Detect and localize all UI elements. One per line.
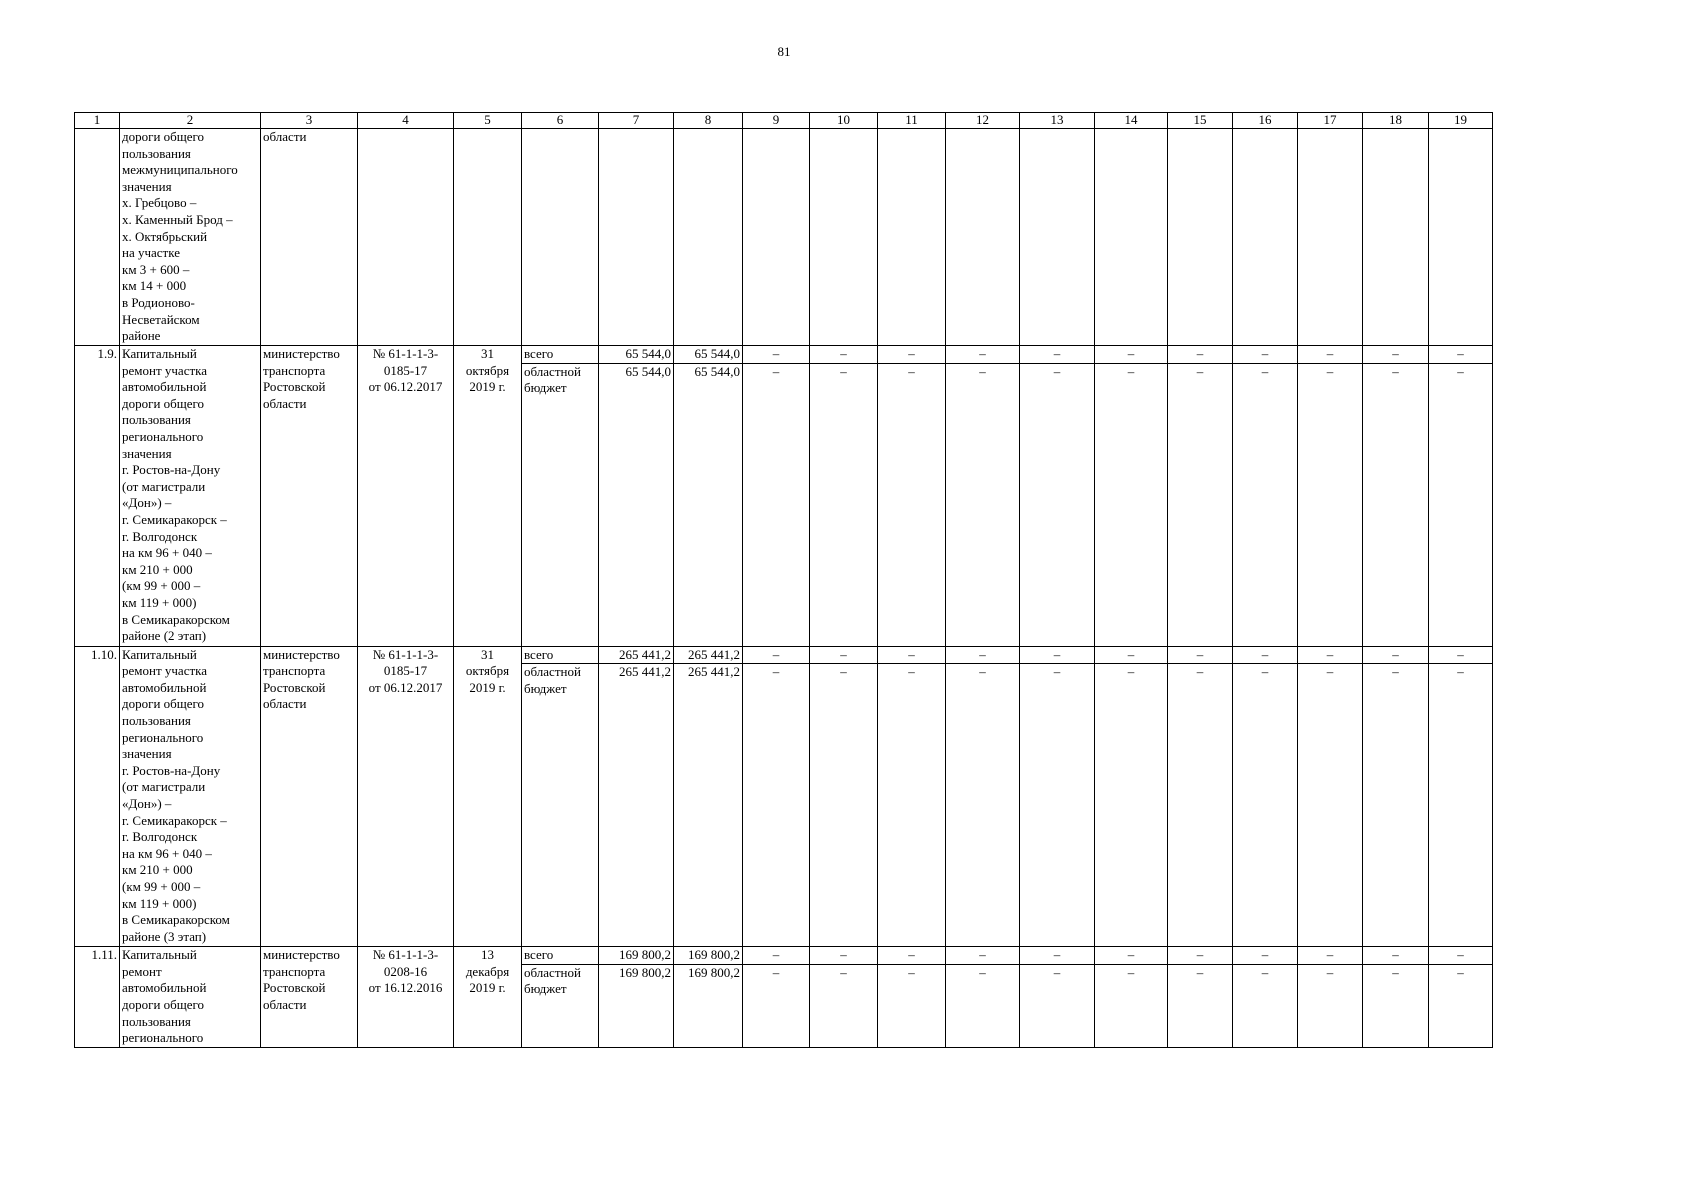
dash-cell: –	[1095, 947, 1168, 965]
item-name: Капитальный ремонт автомобильной дороги общего пользования регионального	[120, 947, 261, 1048]
cell-empty	[454, 129, 522, 346]
item-number: 1.9.	[75, 346, 120, 647]
funding-source: всего	[522, 646, 599, 664]
value-col8: 169 800,2	[674, 947, 743, 965]
funding-source: областной бюджет	[522, 363, 599, 646]
item-date: 13 декабря 2019 г.	[454, 947, 522, 1048]
dash-cell: –	[1095, 363, 1168, 646]
dash-cell: –	[1429, 346, 1493, 364]
continuation-row	[75, 129, 1493, 346]
dash-cell: –	[1020, 964, 1095, 1047]
dash-cell: –	[1095, 346, 1168, 364]
dash-cell: –	[810, 664, 878, 947]
cell-empty	[1233, 129, 1298, 346]
value-col8: 65 544,0	[674, 363, 743, 646]
cell-empty	[1020, 129, 1095, 346]
dash-cell: –	[1363, 964, 1429, 1047]
value-col8: 265 441,2	[674, 664, 743, 947]
item-document: № 61-1-1-3- 0185-17 от 06.12.2017	[358, 346, 454, 647]
cell-empty	[1429, 129, 1493, 346]
dash-cell: –	[946, 947, 1020, 965]
dash-cell: –	[878, 964, 946, 1047]
dash-cell: –	[1095, 664, 1168, 947]
dash-cell: –	[743, 346, 810, 364]
cell-empty	[878, 129, 946, 346]
cell-empty	[674, 129, 743, 346]
dash-cell: –	[878, 646, 946, 664]
data-table	[74, 112, 1493, 1048]
dash-cell: –	[810, 964, 878, 1047]
dash-cell: –	[1168, 346, 1233, 364]
column-header: 18	[1363, 113, 1429, 129]
column-header: 2	[120, 113, 261, 129]
dash-cell: –	[743, 947, 810, 965]
funding-source: всего	[522, 346, 599, 364]
dash-cell: –	[810, 947, 878, 965]
dash-cell: –	[810, 646, 878, 664]
dash-cell: –	[878, 947, 946, 965]
funding-source: всего	[522, 947, 599, 965]
dash-cell: –	[1020, 346, 1095, 364]
value-col7: 265 441,2	[599, 664, 674, 947]
column-header: 8	[674, 113, 743, 129]
cell-empty	[743, 129, 810, 346]
page-number: 81	[777, 44, 791, 59]
column-header: 15	[1168, 113, 1233, 129]
value-col8: 169 800,2	[674, 964, 743, 1047]
dash-cell: –	[946, 646, 1020, 664]
column-header: 11	[878, 113, 946, 129]
column-header: 7	[599, 113, 674, 129]
dash-cell: –	[743, 664, 810, 947]
column-header: 3	[261, 113, 358, 129]
dash-cell: –	[1168, 363, 1233, 646]
column-header: 19	[1429, 113, 1493, 129]
dash-cell: –	[1020, 947, 1095, 965]
column-header: 4	[358, 113, 454, 129]
cell-num	[75, 129, 120, 346]
dash-cell: –	[1168, 646, 1233, 664]
column-header: 6	[522, 113, 599, 129]
dash-cell: –	[1233, 664, 1298, 947]
dash-cell: –	[1095, 646, 1168, 664]
item-executor: министерство транспорта Ростовской области	[261, 646, 358, 947]
dash-cell: –	[1429, 664, 1493, 947]
funding-source: областной бюджет	[522, 964, 599, 1047]
table-row	[75, 346, 1493, 364]
dash-cell: –	[1020, 646, 1095, 664]
cell-empty	[1095, 129, 1168, 346]
item-document: № 61-1-1-3- 0208-16 от 16.12.2016	[358, 947, 454, 1048]
dash-cell: –	[1168, 947, 1233, 965]
dash-cell: –	[1298, 947, 1363, 965]
value-col7: 169 800,2	[599, 947, 674, 965]
dash-cell: –	[1233, 346, 1298, 364]
table-row	[75, 947, 1493, 965]
dash-cell: –	[1298, 346, 1363, 364]
dash-cell: –	[1363, 646, 1429, 664]
dash-cell: –	[878, 346, 946, 364]
column-header: 12	[946, 113, 1020, 129]
dash-cell: –	[1095, 964, 1168, 1047]
dash-cell: –	[1233, 947, 1298, 965]
cell-empty	[358, 129, 454, 346]
dash-cell: –	[810, 346, 878, 364]
dash-cell: –	[1168, 664, 1233, 947]
dash-cell: –	[1298, 664, 1363, 947]
header-row	[75, 113, 1493, 129]
dash-cell: –	[743, 646, 810, 664]
item-date: 31 октября 2019 г.	[454, 646, 522, 947]
item-date: 31 октября 2019 г.	[454, 346, 522, 647]
value-col7: 65 544,0	[599, 363, 674, 646]
cell-empty	[1168, 129, 1233, 346]
cell-name: дороги общего пользования межмуниципального значения х. Гребцово – х. Каменный Брод – х. Октябрьский на участке км 3 + 600 – км 14 + 000 в Родионово- Несветайском районе	[120, 129, 261, 346]
dash-cell: –	[1168, 964, 1233, 1047]
cell-empty	[1298, 129, 1363, 346]
item-number: 1.11.	[75, 947, 120, 1048]
dash-cell: –	[1429, 947, 1493, 965]
dash-cell: –	[1429, 964, 1493, 1047]
dash-cell: –	[1363, 947, 1429, 965]
dash-cell: –	[878, 664, 946, 947]
dash-cell: –	[743, 964, 810, 1047]
dash-cell: –	[743, 363, 810, 646]
cell-empty	[1363, 129, 1429, 346]
cell-empty	[522, 129, 599, 346]
dash-cell: –	[1429, 646, 1493, 664]
item-document: № 61-1-1-3- 0185-17 от 06.12.2017	[358, 646, 454, 947]
dash-cell: –	[1020, 664, 1095, 947]
dash-cell: –	[946, 346, 1020, 364]
column-header: 5	[454, 113, 522, 129]
column-header: 1	[75, 113, 120, 129]
dash-cell: –	[1363, 664, 1429, 947]
cell-empty	[599, 129, 674, 346]
cell-executor: области	[261, 129, 358, 346]
funding-source: областной бюджет	[522, 664, 599, 947]
column-header: 10	[810, 113, 878, 129]
dash-cell: –	[1298, 363, 1363, 646]
item-executor: министерство транспорта Ростовской области	[261, 947, 358, 1048]
value-col8: 65 544,0	[674, 346, 743, 364]
dash-cell: –	[878, 363, 946, 646]
dash-cell: –	[1233, 964, 1298, 1047]
column-header: 13	[1020, 113, 1095, 129]
dash-cell: –	[810, 363, 878, 646]
column-header: 9	[743, 113, 810, 129]
value-col8: 265 441,2	[674, 646, 743, 664]
value-col7: 265 441,2	[599, 646, 674, 664]
value-col7: 65 544,0	[599, 346, 674, 364]
dash-cell: –	[1233, 646, 1298, 664]
item-name: Капитальный ремонт участка автомобильной дороги общего пользования регионального значения г. Ростов-на-Дону (от магистрали «Дон») – г. Семикаракорск – г. Волгодонск на км 96 + 040 – км 210 + 000 (км 99 + 000 – км 119 + 000) в Семикаракорском районе (3 этап)	[120, 646, 261, 947]
column-header: 17	[1298, 113, 1363, 129]
table-row	[75, 646, 1493, 664]
dash-cell: –	[946, 964, 1020, 1047]
dash-cell: –	[1429, 363, 1493, 646]
cell-empty	[810, 129, 878, 346]
dash-cell: –	[1020, 363, 1095, 646]
item-number: 1.10.	[75, 646, 120, 947]
column-header: 16	[1233, 113, 1298, 129]
item-name: Капитальный ремонт участка автомобильной дороги общего пользования регионального значения г. Ростов-на-Дону (от магистрали «Дон») – г. Семикаракорск – г. Волгодонск на км 96 + 040 – км 210 + 000 (км 99 + 000 – км 119 + 000) в Семикаракорском районе (2 этап)	[120, 346, 261, 647]
value-col7: 169 800,2	[599, 964, 674, 1047]
dash-cell: –	[946, 664, 1020, 947]
dash-cell: –	[1363, 346, 1429, 364]
dash-cell: –	[1298, 646, 1363, 664]
item-executor: министерство транспорта Ростовской области	[261, 346, 358, 647]
column-header: 14	[1095, 113, 1168, 129]
dash-cell: –	[1233, 363, 1298, 646]
dash-cell: –	[1298, 964, 1363, 1047]
dash-cell: –	[946, 363, 1020, 646]
dash-cell: –	[1363, 363, 1429, 646]
cell-empty	[946, 129, 1020, 346]
